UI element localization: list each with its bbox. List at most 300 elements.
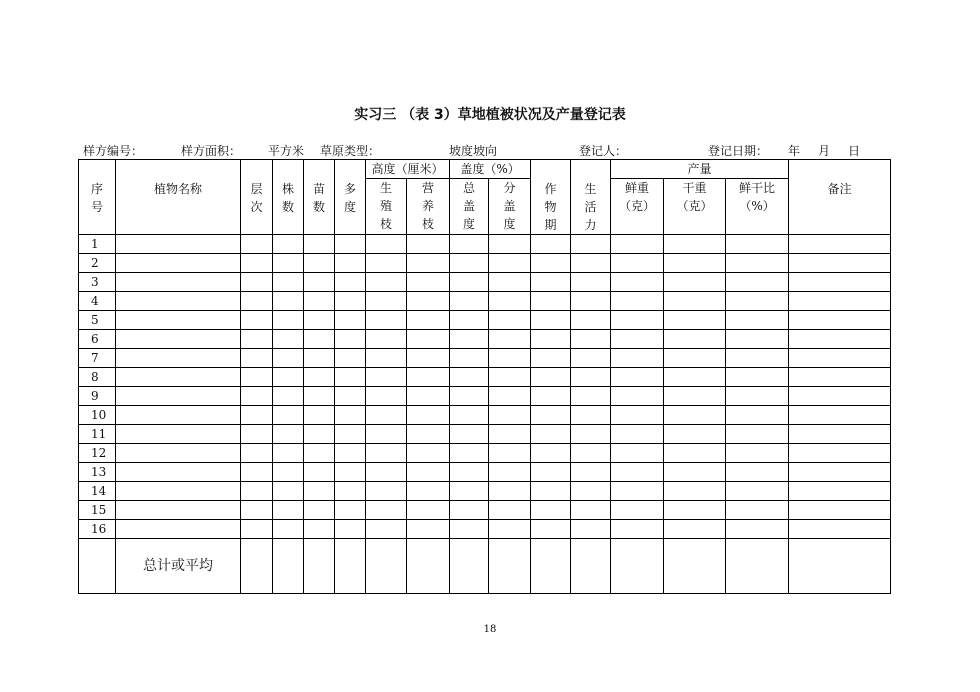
table-cell[interactable]: [664, 254, 726, 273]
table-cell[interactable]: [450, 387, 489, 406]
table-cell[interactable]: [273, 482, 304, 501]
row-number: 1: [79, 235, 116, 254]
header-vegetative-branch: 营 养 枝: [407, 179, 450, 235]
table-cell[interactable]: [450, 425, 489, 444]
table-cell[interactable]: [726, 463, 789, 482]
table-cell[interactable]: [531, 425, 571, 444]
table-cell[interactable]: [611, 349, 664, 368]
table-cell[interactable]: [531, 387, 571, 406]
table-cell[interactable]: [726, 444, 789, 463]
table-cell[interactable]: [571, 235, 611, 254]
row-number: 8: [79, 368, 116, 387]
table-row: [79, 368, 891, 387]
table-cell[interactable]: [241, 273, 273, 292]
table-cell[interactable]: [611, 368, 664, 387]
table-cell[interactable]: [335, 330, 366, 349]
table-cell[interactable]: [366, 273, 407, 292]
table-cell[interactable]: [726, 425, 789, 444]
table-cell[interactable]: [304, 406, 335, 425]
table-cell[interactable]: [407, 349, 450, 368]
table-cell[interactable]: [366, 425, 407, 444]
table-cell[interactable]: [571, 463, 611, 482]
table-cell[interactable]: [726, 406, 789, 425]
table-cell[interactable]: [304, 330, 335, 349]
table-cell[interactable]: [489, 444, 531, 463]
table-cell[interactable]: [304, 368, 335, 387]
table-cell[interactable]: [489, 539, 531, 594]
table-cell[interactable]: [726, 254, 789, 273]
table-cell[interactable]: [489, 368, 531, 387]
table-cell[interactable]: [273, 254, 304, 273]
table-cell[interactable]: [531, 444, 571, 463]
table-cell[interactable]: [571, 349, 611, 368]
row-number: 5: [79, 311, 116, 330]
header-reproductive-branch: 生 殖 枝: [366, 179, 407, 235]
table-cell[interactable]: [664, 368, 726, 387]
table-cell[interactable]: [789, 406, 891, 425]
table-cell[interactable]: [611, 425, 664, 444]
recorder-label: 登记人：: [579, 144, 628, 158]
table-cell[interactable]: [407, 235, 450, 254]
table-cell[interactable]: [664, 520, 726, 539]
table-cell[interactable]: [335, 273, 366, 292]
table-cell[interactable]: [241, 539, 273, 594]
header-index: 序 号: [79, 160, 116, 235]
row-number: 4: [79, 292, 116, 311]
table-cell[interactable]: [726, 330, 789, 349]
table-cell[interactable]: [726, 292, 789, 311]
table-cell[interactable]: [571, 482, 611, 501]
header-coverage-group: 盖度（%）: [450, 160, 531, 179]
table-cell[interactable]: [611, 444, 664, 463]
table-cell[interactable]: [273, 501, 304, 520]
table-cell[interactable]: [273, 539, 304, 594]
table-cell[interactable]: [366, 501, 407, 520]
table-cell[interactable]: [531, 292, 571, 311]
table-cell[interactable]: [789, 311, 891, 330]
table-cell[interactable]: [116, 368, 241, 387]
table-cell[interactable]: [335, 254, 366, 273]
table-cell[interactable]: [450, 235, 489, 254]
table-cell[interactable]: [241, 235, 273, 254]
table-cell[interactable]: [489, 292, 531, 311]
table-cell[interactable]: [450, 406, 489, 425]
table-cell[interactable]: [531, 349, 571, 368]
table-cell[interactable]: [407, 292, 450, 311]
table-cell[interactable]: [571, 539, 611, 594]
table-cell[interactable]: [304, 387, 335, 406]
table-row: [79, 311, 891, 330]
table-cell[interactable]: [611, 292, 664, 311]
table-cell[interactable]: [489, 387, 531, 406]
table-cell[interactable]: [241, 292, 273, 311]
table-cell[interactable]: [335, 520, 366, 539]
table-cell[interactable]: [241, 501, 273, 520]
table-cell[interactable]: [304, 520, 335, 539]
table-row: [79, 406, 891, 425]
table-cell[interactable]: [726, 235, 789, 254]
table-cell[interactable]: [664, 292, 726, 311]
table-cell[interactable]: [407, 368, 450, 387]
header-yield-group: 产量: [611, 160, 789, 179]
table-cell[interactable]: [611, 463, 664, 482]
table-cell[interactable]: [335, 292, 366, 311]
table-cell[interactable]: [571, 425, 611, 444]
table-cell[interactable]: [304, 501, 335, 520]
table-cell[interactable]: [571, 311, 611, 330]
table-cell[interactable]: [116, 482, 241, 501]
table-cell[interactable]: [116, 292, 241, 311]
header-height-group: 高度（厘米）: [366, 160, 450, 179]
table-cell[interactable]: [116, 425, 241, 444]
table-cell[interactable]: [116, 406, 241, 425]
table-cell[interactable]: [450, 311, 489, 330]
table-cell[interactable]: [789, 330, 891, 349]
table-cell[interactable]: [489, 330, 531, 349]
table-cell[interactable]: [366, 482, 407, 501]
table-cell[interactable]: [789, 254, 891, 273]
header-vitality: 生 活 力: [571, 160, 611, 235]
day-label: 日: [848, 144, 861, 158]
table-cell[interactable]: [726, 349, 789, 368]
table-row: [79, 235, 891, 254]
table-cell[interactable]: [304, 463, 335, 482]
table-cell[interactable]: [789, 273, 891, 292]
table-cell[interactable]: [116, 387, 241, 406]
table-cell[interactable]: [726, 311, 789, 330]
table-cell[interactable]: [366, 406, 407, 425]
document-title: 实习三 （表 3）草地植被状况及产量登记表: [354, 107, 626, 123]
table-cell[interactable]: [489, 501, 531, 520]
table-row: [79, 463, 891, 482]
table-cell[interactable]: [571, 330, 611, 349]
table-row: [79, 520, 891, 539]
table-cell[interactable]: [241, 425, 273, 444]
row-number: 11: [79, 425, 116, 444]
table-cell[interactable]: [304, 273, 335, 292]
table-cell[interactable]: [789, 292, 891, 311]
table-cell[interactable]: [789, 520, 891, 539]
table-cell[interactable]: [450, 539, 489, 594]
table-cell[interactable]: [335, 349, 366, 368]
date-label: 登记日期：: [708, 144, 769, 158]
table-cell[interactable]: [664, 349, 726, 368]
year-label: 年: [788, 144, 801, 158]
table-cell[interactable]: [571, 387, 611, 406]
table-cell[interactable]: [571, 501, 611, 520]
table-cell[interactable]: [571, 254, 611, 273]
table-cell[interactable]: [531, 463, 571, 482]
table-cell[interactable]: [664, 463, 726, 482]
table-cell[interactable]: [726, 387, 789, 406]
table-cell[interactable]: [450, 482, 489, 501]
table-cell[interactable]: [366, 520, 407, 539]
table-row: [79, 387, 891, 406]
table-cell[interactable]: [611, 482, 664, 501]
table-cell[interactable]: [571, 444, 611, 463]
table-cell[interactable]: [664, 311, 726, 330]
table-cell[interactable]: [726, 520, 789, 539]
table-cell[interactable]: [489, 520, 531, 539]
table-cell[interactable]: [531, 539, 571, 594]
table-cell[interactable]: [450, 368, 489, 387]
header-abundance: 多 度: [335, 160, 366, 235]
table-cell[interactable]: [116, 330, 241, 349]
table-cell[interactable]: [789, 539, 891, 594]
table-cell[interactable]: [611, 387, 664, 406]
table-cell[interactable]: [304, 254, 335, 273]
table-cell[interactable]: [664, 387, 726, 406]
table-cell[interactable]: [116, 311, 241, 330]
table-cell[interactable]: [366, 254, 407, 273]
table-cell[interactable]: [531, 501, 571, 520]
table-cell[interactable]: [489, 463, 531, 482]
header-partial-coverage: 分 盖 度: [489, 179, 531, 235]
table-cell[interactable]: [489, 425, 531, 444]
table-cell[interactable]: [611, 235, 664, 254]
table-cell[interactable]: [407, 311, 450, 330]
table-cell[interactable]: [241, 444, 273, 463]
table-cell[interactable]: [366, 235, 407, 254]
table-cell[interactable]: [789, 482, 891, 501]
table-cell[interactable]: [273, 463, 304, 482]
table-cell[interactable]: [664, 425, 726, 444]
table-row: [79, 482, 891, 501]
table-cell[interactable]: [450, 444, 489, 463]
table-cell[interactable]: [304, 444, 335, 463]
table-cell[interactable]: [116, 273, 241, 292]
table-cell[interactable]: [531, 482, 571, 501]
table-cell[interactable]: [116, 501, 241, 520]
table-cell[interactable]: [335, 425, 366, 444]
table-cell[interactable]: [571, 273, 611, 292]
table-cell[interactable]: [407, 444, 450, 463]
table-cell[interactable]: [611, 539, 664, 594]
table-cell[interactable]: [664, 273, 726, 292]
table-cell[interactable]: [789, 501, 891, 520]
table-cell[interactable]: [335, 482, 366, 501]
table-cell[interactable]: [241, 387, 273, 406]
table-cell[interactable]: [489, 349, 531, 368]
table-cell[interactable]: [116, 349, 241, 368]
table-cell[interactable]: [241, 349, 273, 368]
table-cell[interactable]: [116, 463, 241, 482]
table-row: [79, 501, 891, 520]
plot-area-label: 样方面积：: [181, 144, 242, 158]
table-cell[interactable]: [789, 444, 891, 463]
table-cell[interactable]: [241, 368, 273, 387]
table-cell[interactable]: [116, 254, 241, 273]
table-cell[interactable]: [273, 235, 304, 254]
table-cell[interactable]: [407, 463, 450, 482]
table-cell[interactable]: [273, 406, 304, 425]
table-cell[interactable]: [273, 349, 304, 368]
table-cell[interactable]: [304, 292, 335, 311]
table-cell[interactable]: [789, 387, 891, 406]
table-cell[interactable]: [241, 330, 273, 349]
table-cell[interactable]: [273, 330, 304, 349]
table-cell[interactable]: [407, 406, 450, 425]
plot-number-label: 样方编号：: [83, 144, 144, 158]
table-cell[interactable]: [407, 539, 450, 594]
table-cell[interactable]: [664, 482, 726, 501]
table-cell[interactable]: [273, 368, 304, 387]
table-cell[interactable]: [335, 406, 366, 425]
table-cell[interactable]: [531, 273, 571, 292]
table-cell[interactable]: [450, 501, 489, 520]
table-cell[interactable]: [664, 444, 726, 463]
table-cell[interactable]: [789, 425, 891, 444]
table-cell[interactable]: [571, 406, 611, 425]
table-cell[interactable]: [489, 311, 531, 330]
table-cell[interactable]: [611, 254, 664, 273]
table-cell[interactable]: [273, 520, 304, 539]
table-cell[interactable]: [726, 273, 789, 292]
table-cell[interactable]: [366, 292, 407, 311]
table-row: [79, 254, 891, 273]
table-cell[interactable]: [531, 406, 571, 425]
table-cell[interactable]: [241, 482, 273, 501]
table-cell[interactable]: [407, 520, 450, 539]
table-cell[interactable]: [531, 254, 571, 273]
table-cell[interactable]: [571, 368, 611, 387]
table-cell[interactable]: [273, 292, 304, 311]
table-cell[interactable]: [450, 463, 489, 482]
table-cell[interactable]: [450, 520, 489, 539]
table-cell[interactable]: [335, 235, 366, 254]
table-cell[interactable]: [304, 482, 335, 501]
table-cell[interactable]: [335, 368, 366, 387]
table-cell[interactable]: [241, 254, 273, 273]
table-cell[interactable]: [664, 406, 726, 425]
table-row: [79, 349, 891, 368]
table-cell[interactable]: [531, 235, 571, 254]
total-label: 总计或平均: [116, 539, 241, 594]
table-cell[interactable]: [450, 292, 489, 311]
table-cell[interactable]: [116, 520, 241, 539]
table-cell[interactable]: [611, 520, 664, 539]
table-cell[interactable]: [366, 330, 407, 349]
table-cell[interactable]: [664, 235, 726, 254]
table-cell[interactable]: [304, 425, 335, 444]
table-cell[interactable]: [366, 311, 407, 330]
table-cell[interactable]: [407, 425, 450, 444]
table-cell[interactable]: [611, 330, 664, 349]
table-cell[interactable]: [304, 539, 335, 594]
table-cell[interactable]: [789, 368, 891, 387]
table-cell[interactable]: [335, 311, 366, 330]
table-cell[interactable]: [273, 425, 304, 444]
table-cell[interactable]: [407, 501, 450, 520]
table-row: [79, 273, 891, 292]
table-cell[interactable]: [531, 368, 571, 387]
table-cell[interactable]: [79, 539, 116, 594]
table-cell[interactable]: [335, 501, 366, 520]
table-cell[interactable]: [450, 349, 489, 368]
table-cell[interactable]: [789, 235, 891, 254]
table-cell[interactable]: [489, 273, 531, 292]
table-cell[interactable]: [611, 406, 664, 425]
square-meter-label: 平方米: [268, 144, 305, 158]
table-cell[interactable]: [273, 387, 304, 406]
table-cell[interactable]: [241, 520, 273, 539]
table-cell[interactable]: [789, 463, 891, 482]
table-cell[interactable]: [407, 482, 450, 501]
table-cell[interactable]: [407, 387, 450, 406]
table-cell[interactable]: [116, 235, 241, 254]
table-cell[interactable]: [366, 368, 407, 387]
month-label: 月: [818, 144, 831, 158]
row-number: 16: [79, 520, 116, 539]
table-cell[interactable]: [611, 273, 664, 292]
table-cell[interactable]: [241, 311, 273, 330]
table-cell[interactable]: [407, 254, 450, 273]
table-cell[interactable]: [450, 330, 489, 349]
table-cell[interactable]: [366, 463, 407, 482]
table-cell[interactable]: [304, 311, 335, 330]
table-cell[interactable]: [726, 368, 789, 387]
table-cell[interactable]: [571, 292, 611, 311]
table-cell[interactable]: [366, 444, 407, 463]
table-cell[interactable]: [335, 539, 366, 594]
table-cell[interactable]: [450, 254, 489, 273]
header-plant-name: 植物名称: [116, 160, 241, 235]
table-cell[interactable]: [789, 349, 891, 368]
table-cell[interactable]: [531, 330, 571, 349]
table-cell[interactable]: [571, 520, 611, 539]
table-row: [79, 330, 891, 349]
table-cell[interactable]: [366, 539, 407, 594]
table-cell[interactable]: [489, 406, 531, 425]
table-cell[interactable]: [489, 254, 531, 273]
table-cell[interactable]: [611, 501, 664, 520]
table-cell[interactable]: [304, 235, 335, 254]
table-cell[interactable]: [489, 235, 531, 254]
table-cell[interactable]: [726, 539, 789, 594]
table-cell[interactable]: [489, 482, 531, 501]
table-cell[interactable]: [116, 444, 241, 463]
table-cell[interactable]: [335, 444, 366, 463]
table-cell[interactable]: [366, 387, 407, 406]
table-cell[interactable]: [726, 482, 789, 501]
header-plant-count: 株 数: [273, 160, 304, 235]
table-cell[interactable]: [407, 273, 450, 292]
table-cell[interactable]: [241, 463, 273, 482]
row-number: 3: [79, 273, 116, 292]
table-cell[interactable]: [664, 501, 726, 520]
table-cell[interactable]: [241, 406, 273, 425]
header-seedling-count: 苗 数: [304, 160, 335, 235]
table-cell[interactable]: [450, 273, 489, 292]
table-cell[interactable]: [664, 539, 726, 594]
table-cell[interactable]: [335, 463, 366, 482]
table-cell[interactable]: [366, 349, 407, 368]
table-cell[interactable]: [335, 387, 366, 406]
table-cell[interactable]: [407, 330, 450, 349]
table-row: [79, 292, 891, 311]
header-total-coverage: 总 盖 度: [450, 179, 489, 235]
table-cell[interactable]: [273, 311, 304, 330]
table-cell[interactable]: [304, 349, 335, 368]
table-cell[interactable]: [531, 311, 571, 330]
table-cell[interactable]: [726, 501, 789, 520]
table-cell[interactable]: [664, 330, 726, 349]
table-cell[interactable]: [273, 444, 304, 463]
table-cell[interactable]: [531, 520, 571, 539]
table-cell[interactable]: [611, 311, 664, 330]
table-row: [79, 425, 891, 444]
table-cell[interactable]: [273, 273, 304, 292]
